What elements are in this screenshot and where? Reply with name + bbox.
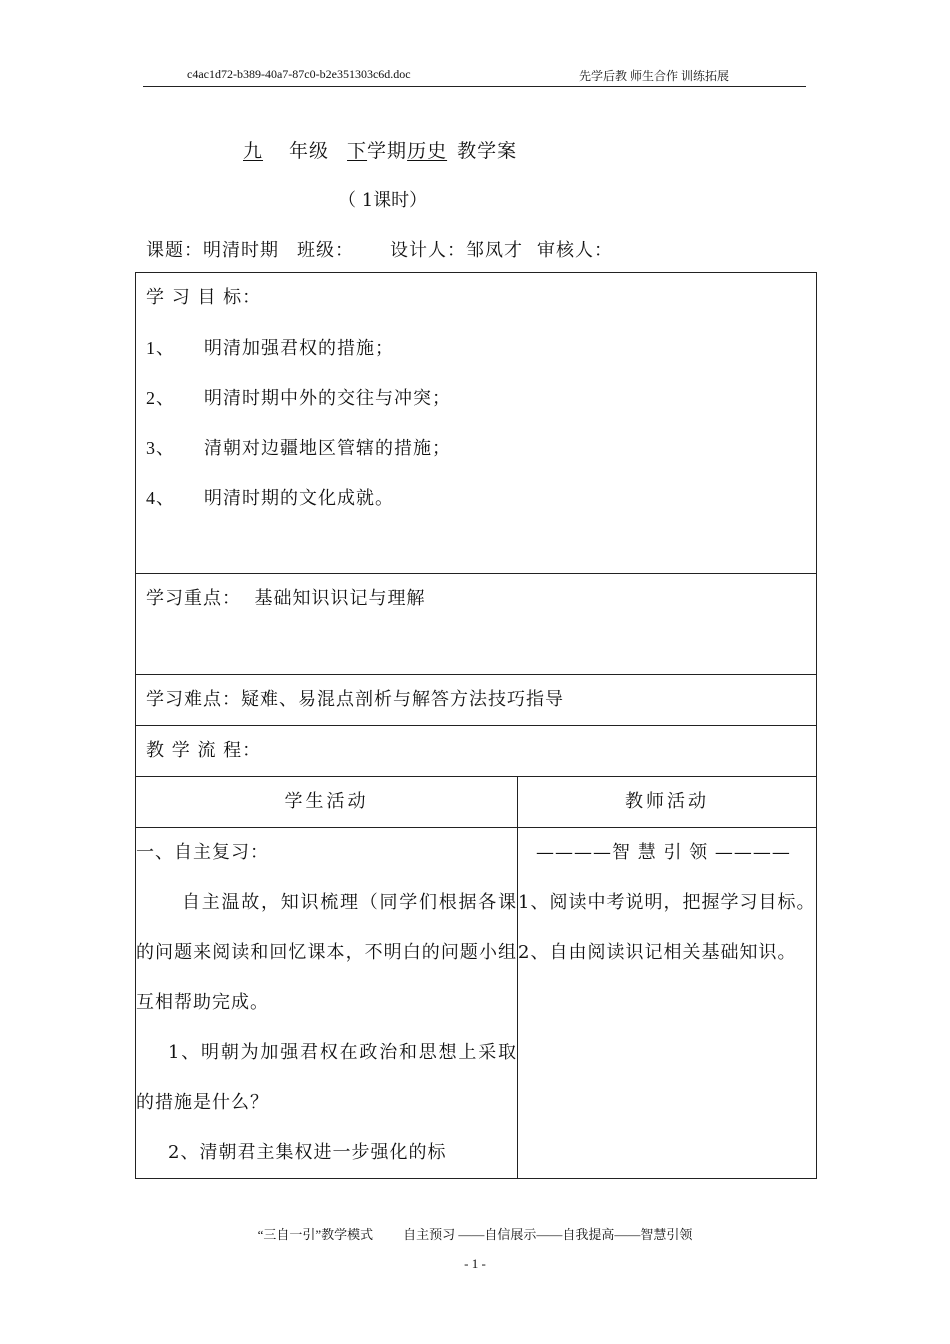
info-designer: 设计人：邹凤才 (390, 240, 523, 261)
header-filename: c4ac1d72-b389-40a7-87c0-b2e351303c6d.doc (187, 67, 411, 81)
key-points-row (136, 574, 817, 675)
title-term-suffix: 学期 (367, 140, 408, 162)
objective-item: 2、 明清时期中外的交往与冲突； (146, 388, 451, 409)
footer-steps: 自主预习 ——自信展示——自我提高——智慧引领 (403, 1227, 693, 1242)
teacher-activity-cell (518, 828, 817, 1179)
key-points: 学习重点： 基础知识识记与理解 (146, 588, 426, 609)
title-grade: 九 (243, 140, 264, 162)
objectives-heading: 学 习 目 标： (146, 287, 262, 308)
title-grade-suffix: 年级 (289, 140, 330, 162)
title-subject: 历史 (407, 140, 448, 162)
process-heading: 教 学 流 程： (146, 740, 262, 761)
objective-item: 3、 清朝对边疆地区管辖的措施； (146, 438, 451, 459)
student-question-2: 2、清朝君主集权进一步强化的标 (168, 1142, 447, 1163)
title-subject-suffix: 教学案 (457, 140, 518, 162)
lesson-info-row (146, 236, 613, 262)
teacher-item-2: 2、自由阅读识记相关基础知识。 (518, 942, 797, 963)
info-topic: 课题：明清时期 (146, 240, 279, 261)
title-term: 下 (347, 140, 368, 162)
doc-title (243, 136, 517, 163)
student-column-header: 学生活动 (284, 791, 369, 812)
student-activity-cell (136, 828, 518, 1179)
header-motto: 先学后教 师生合作 训练拓展 (579, 69, 730, 83)
activities-row (136, 828, 817, 1179)
footer-mode: “三自一引”教学模式 (257, 1227, 374, 1242)
lesson-table (135, 272, 817, 1179)
difficulties: 学习难点：疑难、易混点剖析与解答方法技巧指导 (146, 689, 564, 710)
column-header-row (136, 777, 817, 828)
doc-subtitle: （ 1课时） (338, 190, 428, 211)
student-section-title: 一、自主复习： (136, 842, 269, 863)
page-header (143, 66, 806, 87)
student-intro: 自主温故，知识梳理（同学们根据各课的问题来阅读和回忆课本，不明白的问题小组互相帮助完成。 (136, 892, 517, 1013)
teacher-column-header: 教师活动 (625, 791, 709, 812)
objective-item: 1、 明清加强君权的措施； (146, 338, 394, 359)
info-class: 班级： (297, 240, 354, 261)
difficulties-row (136, 675, 817, 726)
page-number: - 1 - (464, 1256, 486, 1271)
process-row (136, 726, 817, 777)
student-question-1: 1、明朝为加强君权在政治和思想上采取的措施是什么？ (136, 1042, 517, 1113)
objective-item: 4、 明清时期的文化成就。 (146, 488, 394, 509)
page-footer (0, 1224, 950, 1243)
teacher-heading: ————智 慧 引 领 ———— (536, 842, 791, 863)
objectives-row (136, 273, 817, 574)
info-reviewer: 审核人： (537, 240, 613, 261)
teacher-item-1: 1、阅读中考说明，把握学习目标。 (518, 892, 816, 913)
